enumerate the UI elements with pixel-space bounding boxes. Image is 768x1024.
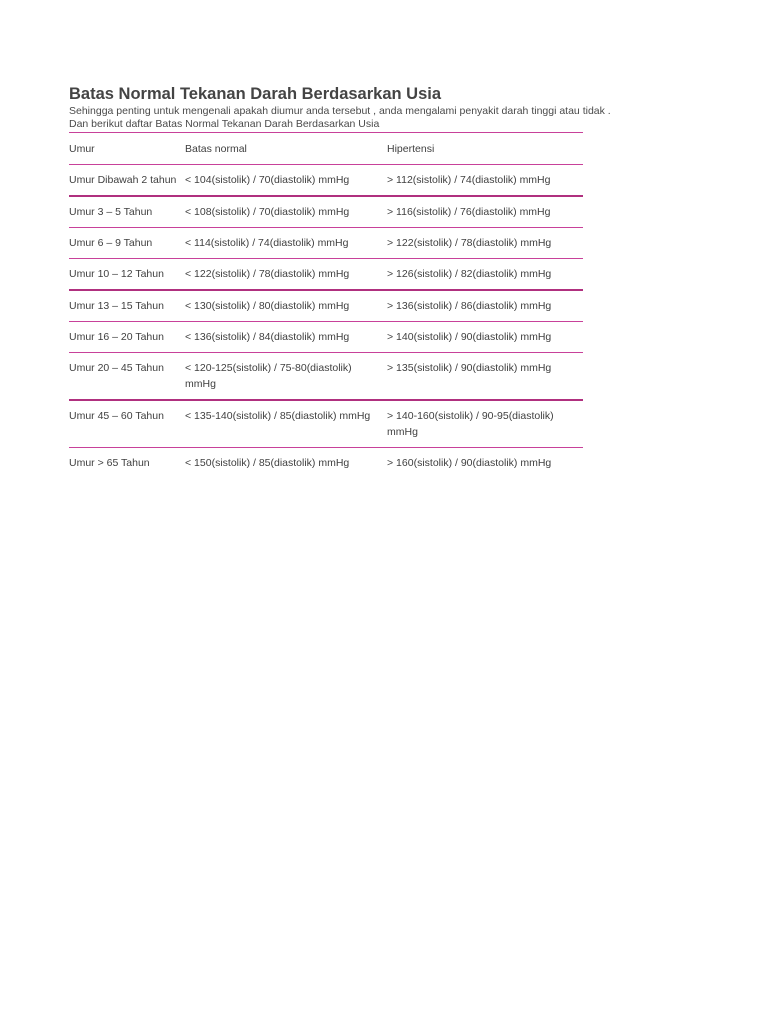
cell-umur: Umur > 65 Tahun [69,457,150,469]
table-row [69,197,583,228]
cell-hipertensi: > 116(sistolik) / 76(diastolik) mmHg [387,206,551,218]
cell-hipertensi: > 135(sistolik) / 90(diastolik) mmHg [387,362,552,374]
table-row [69,401,583,448]
blood-pressure-table [69,132,583,478]
document-page [69,84,611,478]
table-header-row [69,133,583,165]
cell-batas-normal: < 114(sistolik) / 74(diastolik) mmHg [185,237,349,249]
intro-paragraph [69,105,611,131]
cell-umur: Umur 6 – 9 Tahun [69,237,153,249]
cell-umur: Umur Dibawah 2 tahun [69,174,177,186]
table-row [69,353,583,401]
cell-batas-normal: < 104(sistolik) / 70(diastolik) mmHg [185,174,350,186]
cell-batas-normal: < 108(sistolik) / 70(diastolik) mmHg [185,206,350,218]
cell-batas-normal: < 150(sistolik) / 85(diastolik) mmHg [185,457,350,469]
cell-umur: Umur 16 – 20 Tahun [69,331,164,343]
cell-hipertensi: > 140-160(sistolik) / 90-95(diastolik) mmHg [387,410,554,438]
intro-line-1: Sehingga penting untuk mengenali apakah diumur anda tersebut , anda mengalami penyakit darah tinggi atau tidak . [69,105,611,117]
cell-batas-normal: < 122(sistolik) / 78(diastolik) mmHg [185,268,350,280]
cell-hipertensi: > 122(sistolik) / 78(diastolik) mmHg [387,237,552,249]
cell-hipertensi: > 112(sistolik) / 74(diastolik) mmHg [387,174,551,186]
cell-batas-normal: < 135-140(sistolik) / 85(diastolik) mmHg [185,410,371,422]
cell-umur: Umur 3 – 5 Tahun [69,206,153,218]
cell-batas-normal: < 136(sistolik) / 84(diastolik) mmHg [185,331,350,343]
table-row [69,259,583,291]
cell-umur: Umur 20 – 45 Tahun [69,362,164,374]
cell-umur: Umur 10 – 12 Tahun [69,268,164,280]
table-row [69,322,583,353]
cell-hipertensi: > 136(sistolik) / 86(diastolik) mmHg [387,300,552,312]
intro-line-2: Dan berikut daftar Batas Normal Tekanan Darah Berdasarkan Usia [69,118,380,130]
cell-hipertensi: > 160(sistolik) / 90(diastolik) mmHg [387,457,552,469]
table-row [69,165,583,197]
header-batas-normal: Batas normal [185,143,247,155]
table-row [69,291,583,322]
cell-hipertensi: > 126(sistolik) / 82(diastolik) mmHg [387,268,552,280]
table-row [69,228,583,259]
cell-umur: Umur 45 – 60 Tahun [69,410,164,422]
header-umur: Umur [69,143,95,155]
table-row [69,448,583,478]
header-hipertensi: Hipertensi [387,143,435,155]
cell-hipertensi: > 140(sistolik) / 90(diastolik) mmHg [387,331,552,343]
cell-batas-normal: < 130(sistolik) / 80(diastolik) mmHg [185,300,350,312]
page-title: Batas Normal Tekanan Darah Berdasarkan Usia [69,85,442,103]
cell-umur: Umur 13 – 15 Tahun [69,300,164,312]
cell-batas-normal: < 120-125(sistolik) / 75-80(diastolik) mmHg [185,362,352,390]
